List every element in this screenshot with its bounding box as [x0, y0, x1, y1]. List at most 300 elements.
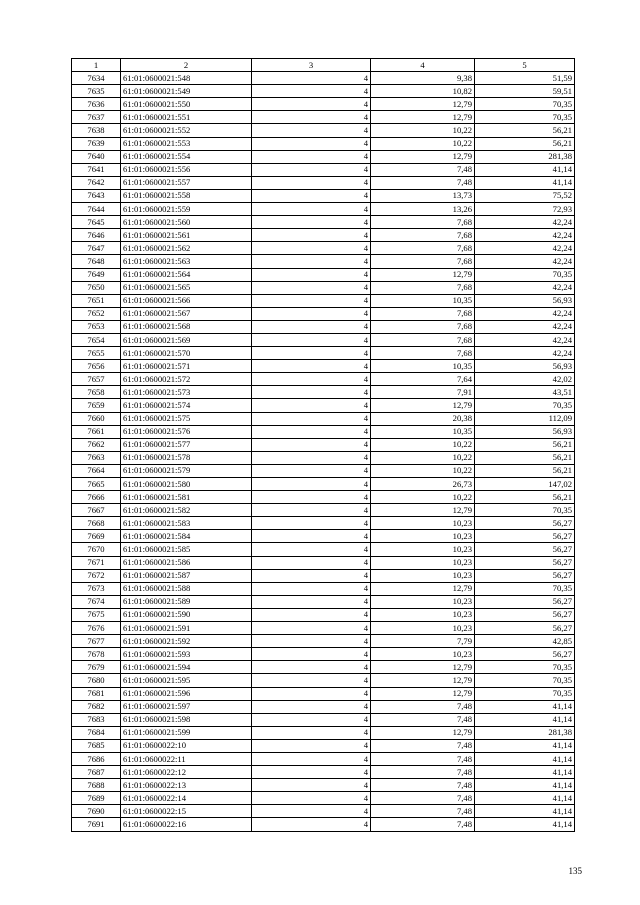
value-col-5-cell: 72,93 [475, 203, 575, 216]
table-row [72, 85, 575, 98]
value-col-4-cell: 7,48 [371, 163, 475, 176]
table-row [72, 818, 575, 831]
header-col-5: 5 [475, 59, 575, 72]
table-row [72, 569, 575, 582]
cadastral-number-cell: 61:01:0600021:598 [121, 713, 252, 726]
value-col-4-cell: 7,68 [371, 281, 475, 294]
value-col-4-cell: 7,68 [371, 320, 475, 333]
table-row [72, 124, 575, 137]
value-col-4-cell: 10,82 [371, 85, 475, 98]
row-number-cell: 7683 [72, 713, 121, 726]
value-col-4-cell: 10,23 [371, 556, 475, 569]
value-col-3-cell: 4 [252, 726, 371, 739]
value-col-3-cell: 4 [252, 713, 371, 726]
value-col-3-cell: 4 [252, 517, 371, 530]
value-col-5-cell: 43,51 [475, 386, 575, 399]
cadastral-number-cell: 61:01:0600022:16 [121, 818, 252, 831]
value-col-4-cell: 10,23 [371, 608, 475, 621]
cadastral-number-cell: 61:01:0600021:556 [121, 163, 252, 176]
table-row [72, 111, 575, 124]
value-col-5-cell: 56,21 [475, 438, 575, 451]
cadastral-number-cell: 61:01:0600021:562 [121, 242, 252, 255]
value-col-5-cell: 42,24 [475, 333, 575, 346]
value-col-5-cell: 70,35 [475, 687, 575, 700]
page-number: 135 [568, 866, 582, 876]
value-col-5-cell: 42,24 [475, 216, 575, 229]
row-number-cell: 7679 [72, 661, 121, 674]
row-number-cell: 7651 [72, 294, 121, 307]
table-row [72, 163, 575, 176]
row-number-cell: 7664 [72, 464, 121, 477]
value-col-4-cell: 10,23 [371, 517, 475, 530]
table-row [72, 517, 575, 530]
row-number-cell: 7667 [72, 504, 121, 517]
row-number-cell: 7649 [72, 268, 121, 281]
row-number-cell: 7690 [72, 805, 121, 818]
value-col-5-cell: 56,27 [475, 622, 575, 635]
value-col-5-cell: 41,14 [475, 779, 575, 792]
row-number-cell: 7641 [72, 163, 121, 176]
row-number-cell: 7638 [72, 124, 121, 137]
value-col-5-cell: 112,09 [475, 412, 575, 425]
row-number-cell: 7686 [72, 752, 121, 765]
value-col-3-cell: 4 [252, 700, 371, 713]
value-col-3-cell: 4 [252, 255, 371, 268]
table-row [72, 203, 575, 216]
table-row [72, 281, 575, 294]
cadastral-number-cell: 61:01:0600021:571 [121, 360, 252, 373]
cadastral-number-cell: 61:01:0600021:570 [121, 347, 252, 360]
value-col-5-cell: 56,21 [475, 464, 575, 477]
cadastral-number-cell: 61:01:0600021:559 [121, 203, 252, 216]
value-col-3-cell: 4 [252, 805, 371, 818]
cadastral-number-cell: 61:01:0600021:567 [121, 307, 252, 320]
value-col-5-cell: 56,27 [475, 648, 575, 661]
value-col-5-cell: 42,24 [475, 229, 575, 242]
cadastral-number-cell: 61:01:0600022:11 [121, 752, 252, 765]
row-number-cell: 7654 [72, 333, 121, 346]
value-col-4-cell: 7,68 [371, 255, 475, 268]
row-number-cell: 7655 [72, 347, 121, 360]
value-col-4-cell: 12,79 [371, 687, 475, 700]
row-number-cell: 7643 [72, 189, 121, 202]
header-col-4: 4 [371, 59, 475, 72]
table-row [72, 779, 575, 792]
table-row [72, 451, 575, 464]
value-col-5-cell: 56,27 [475, 595, 575, 608]
row-number-cell: 7646 [72, 229, 121, 242]
row-number-cell: 7675 [72, 608, 121, 621]
row-number-cell: 7635 [72, 85, 121, 98]
row-number-cell: 7670 [72, 543, 121, 556]
row-number-cell: 7642 [72, 176, 121, 189]
row-number-cell: 7662 [72, 438, 121, 451]
table-header-row [72, 59, 575, 72]
row-number-cell: 7658 [72, 386, 121, 399]
row-number-cell: 7689 [72, 792, 121, 805]
value-col-4-cell: 7,48 [371, 805, 475, 818]
row-number-cell: 7691 [72, 818, 121, 831]
row-number-cell: 7684 [72, 726, 121, 739]
value-col-4-cell: 7,64 [371, 373, 475, 386]
value-col-3-cell: 4 [252, 98, 371, 111]
value-col-3-cell: 4 [252, 582, 371, 595]
value-col-5-cell: 70,35 [475, 674, 575, 687]
table-row [72, 176, 575, 189]
row-number-cell: 7668 [72, 517, 121, 530]
table-row [72, 752, 575, 765]
table-row [72, 294, 575, 307]
value-col-5-cell: 75,52 [475, 189, 575, 202]
value-col-3-cell: 4 [252, 216, 371, 229]
value-col-3-cell: 4 [252, 766, 371, 779]
cadastral-number-cell: 61:01:0600021:583 [121, 517, 252, 530]
value-col-5-cell: 56,27 [475, 569, 575, 582]
cadastral-number-cell: 61:01:0600021:578 [121, 451, 252, 464]
value-col-3-cell: 4 [252, 491, 371, 504]
value-col-5-cell: 70,35 [475, 504, 575, 517]
value-col-5-cell: 42,24 [475, 347, 575, 360]
cadastral-number-cell: 61:01:0600021:564 [121, 268, 252, 281]
row-number-cell: 7656 [72, 360, 121, 373]
cadastral-number-cell: 61:01:0600021:596 [121, 687, 252, 700]
table-row [72, 333, 575, 346]
row-number-cell: 7672 [72, 569, 121, 582]
cadastral-number-cell: 61:01:0600021:548 [121, 72, 252, 85]
row-number-cell: 7637 [72, 111, 121, 124]
row-number-cell: 7640 [72, 150, 121, 163]
cadastral-number-cell: 61:01:0600021:590 [121, 608, 252, 621]
table-row [72, 320, 575, 333]
value-col-4-cell: 7,68 [371, 333, 475, 346]
value-col-3-cell: 4 [252, 438, 371, 451]
value-col-4-cell: 7,68 [371, 242, 475, 255]
cadastral-number-cell: 61:01:0600022:10 [121, 739, 252, 752]
value-col-4-cell: 12,79 [371, 150, 475, 163]
cadastral-number-cell: 61:01:0600021:584 [121, 530, 252, 543]
row-number-cell: 7665 [72, 478, 121, 491]
value-col-5-cell: 41,14 [475, 766, 575, 779]
cadastral-number-cell: 61:01:0600021:554 [121, 150, 252, 163]
cadastral-number-cell: 61:01:0600021:591 [121, 622, 252, 635]
table-row [72, 373, 575, 386]
row-number-cell: 7688 [72, 779, 121, 792]
row-number-cell: 7681 [72, 687, 121, 700]
table-row [72, 491, 575, 504]
table-row [72, 530, 575, 543]
header-col-1: 1 [72, 59, 121, 72]
value-col-5-cell: 56,93 [475, 360, 575, 373]
value-col-4-cell: 10,22 [371, 124, 475, 137]
row-number-cell: 7636 [72, 98, 121, 111]
table-row [72, 360, 575, 373]
value-col-5-cell: 42,24 [475, 242, 575, 255]
value-col-3-cell: 4 [252, 752, 371, 765]
value-col-4-cell: 10,35 [371, 294, 475, 307]
table-row [72, 189, 575, 202]
value-col-4-cell: 7,91 [371, 386, 475, 399]
value-col-5-cell: 56,93 [475, 294, 575, 307]
value-col-4-cell: 7,48 [371, 818, 475, 831]
value-col-4-cell: 10,22 [371, 451, 475, 464]
value-col-4-cell: 10,35 [371, 425, 475, 438]
value-col-5-cell: 41,14 [475, 700, 575, 713]
cadastral-number-cell: 61:01:0600021:577 [121, 438, 252, 451]
value-col-5-cell: 42,24 [475, 307, 575, 320]
value-col-3-cell: 4 [252, 242, 371, 255]
value-col-5-cell: 42,85 [475, 635, 575, 648]
value-col-3-cell: 4 [252, 556, 371, 569]
cadastral-number-cell: 61:01:0600021:597 [121, 700, 252, 713]
table-row [72, 478, 575, 491]
cadastral-number-cell: 61:01:0600022:13 [121, 779, 252, 792]
row-number-cell: 7687 [72, 766, 121, 779]
value-col-4-cell: 10,23 [371, 595, 475, 608]
value-col-4-cell: 7,48 [371, 176, 475, 189]
value-col-4-cell: 7,68 [371, 229, 475, 242]
value-col-3-cell: 4 [252, 111, 371, 124]
row-number-cell: 7660 [72, 412, 121, 425]
table-row [72, 726, 575, 739]
value-col-3-cell: 4 [252, 635, 371, 648]
value-col-3-cell: 4 [252, 543, 371, 556]
value-col-3-cell: 4 [252, 818, 371, 831]
row-number-cell: 7645 [72, 216, 121, 229]
cadastral-number-cell: 61:01:0600021:586 [121, 556, 252, 569]
value-col-3-cell: 4 [252, 739, 371, 752]
value-col-3-cell: 4 [252, 569, 371, 582]
cadastral-number-cell: 61:01:0600021:582 [121, 504, 252, 517]
value-col-5-cell: 70,35 [475, 582, 575, 595]
value-col-5-cell: 56,21 [475, 124, 575, 137]
registry-table-container [71, 58, 574, 832]
table-row [72, 700, 575, 713]
value-col-3-cell: 4 [252, 307, 371, 320]
cadastral-number-cell: 61:01:0600021:595 [121, 674, 252, 687]
cadastral-number-cell: 61:01:0600021:552 [121, 124, 252, 137]
value-col-3-cell: 4 [252, 268, 371, 281]
value-col-5-cell: 281,38 [475, 726, 575, 739]
table-row [72, 412, 575, 425]
value-col-3-cell: 4 [252, 399, 371, 412]
value-col-3-cell: 4 [252, 360, 371, 373]
value-col-4-cell: 10,22 [371, 438, 475, 451]
value-col-3-cell: 4 [252, 595, 371, 608]
table-row [72, 661, 575, 674]
value-col-4-cell: 12,79 [371, 111, 475, 124]
header-col-3: 3 [252, 59, 371, 72]
value-col-4-cell: 10,23 [371, 648, 475, 661]
value-col-4-cell: 10,23 [371, 530, 475, 543]
cadastral-number-cell: 61:01:0600021:573 [121, 386, 252, 399]
value-col-5-cell: 41,14 [475, 818, 575, 831]
table-row [72, 622, 575, 635]
value-col-4-cell: 10,23 [371, 569, 475, 582]
value-col-4-cell: 12,79 [371, 661, 475, 674]
value-col-5-cell: 42,02 [475, 373, 575, 386]
value-col-4-cell: 10,22 [371, 137, 475, 150]
cadastral-number-cell: 61:01:0600021:574 [121, 399, 252, 412]
table-row [72, 687, 575, 700]
row-number-cell: 7685 [72, 739, 121, 752]
value-col-4-cell: 26,73 [371, 478, 475, 491]
value-col-3-cell: 4 [252, 163, 371, 176]
value-col-4-cell: 10,23 [371, 543, 475, 556]
table-row [72, 504, 575, 517]
cadastral-number-cell: 61:01:0600021:553 [121, 137, 252, 150]
value-col-3-cell: 4 [252, 530, 371, 543]
cadastral-number-cell: 61:01:0600021:572 [121, 373, 252, 386]
row-number-cell: 7677 [72, 635, 121, 648]
value-col-3-cell: 4 [252, 792, 371, 805]
row-number-cell: 7652 [72, 307, 121, 320]
value-col-5-cell: 70,35 [475, 399, 575, 412]
row-number-cell: 7644 [72, 203, 121, 216]
cadastral-number-cell: 61:01:0600021:563 [121, 255, 252, 268]
value-col-3-cell: 4 [252, 648, 371, 661]
cadastral-number-cell: 61:01:0600021:587 [121, 569, 252, 582]
row-number-cell: 7663 [72, 451, 121, 464]
table-row [72, 556, 575, 569]
value-col-3-cell: 4 [252, 622, 371, 635]
row-number-cell: 7671 [72, 556, 121, 569]
value-col-3-cell: 4 [252, 72, 371, 85]
row-number-cell: 7669 [72, 530, 121, 543]
value-col-5-cell: 56,27 [475, 543, 575, 556]
value-col-3-cell: 4 [252, 137, 371, 150]
value-col-4-cell: 7,48 [371, 779, 475, 792]
registry-table [71, 58, 575, 832]
value-col-3-cell: 4 [252, 124, 371, 137]
table-row [72, 255, 575, 268]
cadastral-number-cell: 61:01:0600021:560 [121, 216, 252, 229]
value-col-4-cell: 12,79 [371, 582, 475, 595]
cadastral-number-cell: 61:01:0600021:569 [121, 333, 252, 346]
value-col-3-cell: 4 [252, 229, 371, 242]
value-col-5-cell: 56,27 [475, 517, 575, 530]
row-number-cell: 7634 [72, 72, 121, 85]
row-number-cell: 7682 [72, 700, 121, 713]
table-row [72, 766, 575, 779]
cadastral-number-cell: 61:01:0600021:594 [121, 661, 252, 674]
value-col-5-cell: 56,27 [475, 530, 575, 543]
value-col-3-cell: 4 [252, 779, 371, 792]
table-row [72, 137, 575, 150]
table-row [72, 229, 575, 242]
row-number-cell: 7680 [72, 674, 121, 687]
value-col-4-cell: 7,79 [371, 635, 475, 648]
value-col-5-cell: 42,24 [475, 320, 575, 333]
cadastral-number-cell: 61:01:0600022:14 [121, 792, 252, 805]
value-col-3-cell: 4 [252, 203, 371, 216]
row-number-cell: 7674 [72, 595, 121, 608]
cadastral-number-cell: 61:01:0600021:565 [121, 281, 252, 294]
header-col-2: 2 [121, 59, 252, 72]
cadastral-number-cell: 61:01:0600021:585 [121, 543, 252, 556]
table-row [72, 792, 575, 805]
value-col-4-cell: 7,48 [371, 752, 475, 765]
value-col-3-cell: 4 [252, 189, 371, 202]
cadastral-number-cell: 61:01:0600021:561 [121, 229, 252, 242]
value-col-3-cell: 4 [252, 176, 371, 189]
value-col-3-cell: 4 [252, 674, 371, 687]
value-col-5-cell: 70,35 [475, 268, 575, 281]
cadastral-number-cell: 61:01:0600021:557 [121, 176, 252, 189]
cadastral-number-cell: 61:01:0600021:588 [121, 582, 252, 595]
value-col-4-cell: 7,48 [371, 766, 475, 779]
cadastral-number-cell: 61:01:0600022:12 [121, 766, 252, 779]
table-row [72, 98, 575, 111]
table-row [72, 150, 575, 163]
value-col-3-cell: 4 [252, 150, 371, 163]
table-row [72, 595, 575, 608]
cadastral-number-cell: 61:01:0600021:549 [121, 85, 252, 98]
value-col-4-cell: 12,79 [371, 504, 475, 517]
row-number-cell: 7653 [72, 320, 121, 333]
value-col-3-cell: 4 [252, 294, 371, 307]
cadastral-number-cell: 61:01:0600021:589 [121, 595, 252, 608]
row-number-cell: 7650 [72, 281, 121, 294]
table-row [72, 648, 575, 661]
row-number-cell: 7676 [72, 622, 121, 635]
cadastral-number-cell: 61:01:0600021:575 [121, 412, 252, 425]
row-number-cell: 7659 [72, 399, 121, 412]
table-row [72, 72, 575, 85]
table-row [72, 347, 575, 360]
value-col-5-cell: 41,14 [475, 805, 575, 818]
value-col-5-cell: 41,14 [475, 713, 575, 726]
table-row [72, 543, 575, 556]
value-col-5-cell: 42,24 [475, 281, 575, 294]
value-col-3-cell: 4 [252, 347, 371, 360]
cadastral-number-cell: 61:01:0600021:551 [121, 111, 252, 124]
table-row [72, 268, 575, 281]
value-col-3-cell: 4 [252, 373, 371, 386]
value-col-5-cell: 59,51 [475, 85, 575, 98]
table-row [72, 805, 575, 818]
value-col-5-cell: 56,93 [475, 425, 575, 438]
table-row [72, 635, 575, 648]
value-col-4-cell: 12,79 [371, 268, 475, 281]
value-col-3-cell: 4 [252, 504, 371, 517]
table-row [72, 242, 575, 255]
value-col-4-cell: 13,73 [371, 189, 475, 202]
value-col-4-cell: 7,48 [371, 792, 475, 805]
cadastral-number-cell: 61:01:0600021:581 [121, 491, 252, 504]
value-col-5-cell: 41,14 [475, 163, 575, 176]
value-col-4-cell: 7,68 [371, 347, 475, 360]
value-col-3-cell: 4 [252, 425, 371, 438]
table-body [72, 72, 575, 831]
value-col-4-cell: 12,79 [371, 726, 475, 739]
cadastral-number-cell: 61:01:0600021:599 [121, 726, 252, 739]
value-col-3-cell: 4 [252, 464, 371, 477]
value-col-4-cell: 12,79 [371, 98, 475, 111]
table-row [72, 739, 575, 752]
value-col-3-cell: 4 [252, 608, 371, 621]
cadastral-number-cell: 61:01:0600021:580 [121, 478, 252, 491]
table-row [72, 216, 575, 229]
row-number-cell: 7661 [72, 425, 121, 438]
value-col-3-cell: 4 [252, 451, 371, 464]
value-col-5-cell: 70,35 [475, 111, 575, 124]
cadastral-number-cell: 61:01:0600021:579 [121, 464, 252, 477]
value-col-4-cell: 10,35 [371, 360, 475, 373]
table-row [72, 399, 575, 412]
cadastral-number-cell: 61:01:0600021:592 [121, 635, 252, 648]
value-col-4-cell: 7,48 [371, 700, 475, 713]
table-row [72, 386, 575, 399]
